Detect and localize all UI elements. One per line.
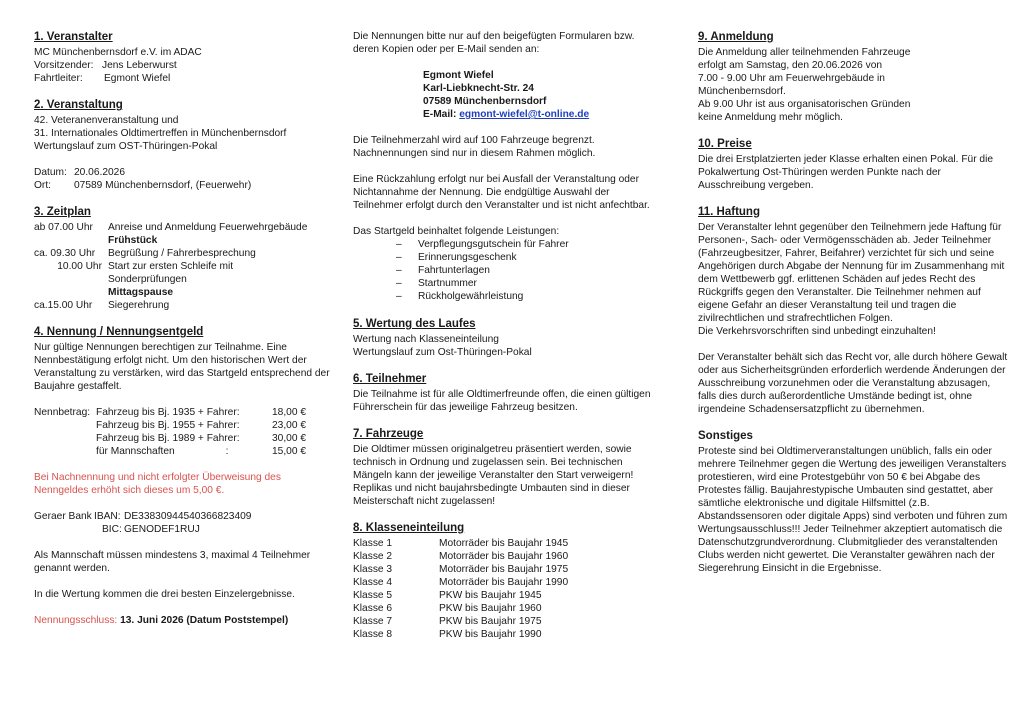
- list-item: – Startnummer: [396, 278, 477, 289]
- submission-intro: Die Nennungen bitte nur auf den beigefügten Formularen bzw. deren Kopien oder per E-Mail senden an:: [353, 31, 635, 55]
- scoring-note: In die Wertung kommen die drei besten Einzelergebnisse.: [34, 589, 295, 600]
- schedule-text: Start zur ersten Schleife mit: [108, 261, 234, 272]
- event-line: Wertungslauf zum OST-Thüringen-Pokal: [34, 141, 218, 152]
- participants-text: Die Teilnahme ist für alle Oldtimerfreunde offen, die einen gültigen Führerschein für das jeweilige Fahrzeug besitzen.: [353, 389, 651, 413]
- scoring-line: Wertung nach Klasseneinteilung: [353, 334, 499, 345]
- section-veranstaltung: [34, 98, 334, 192]
- schedule-item: [34, 247, 334, 260]
- section-title: 10. Preise: [698, 138, 752, 150]
- schedule-item: [34, 234, 334, 247]
- schedule-item: [34, 260, 334, 273]
- fee-desc: Fahrzeug bis Bj. 1955 + Fahrer:: [96, 420, 240, 431]
- section-title: 4. Nennung / Nennungsentgeld: [34, 326, 204, 338]
- schedule-text: Sonderprüfungen: [108, 274, 187, 285]
- list-item: – Verpflegungsgutschein für Fahrer: [396, 239, 569, 250]
- deadline-value: 13. Juni 2026 (Datum Poststempel): [120, 615, 289, 626]
- registration-line: 7.00 - 9.00 Uhr am Feuerwehrgebäude in: [698, 73, 885, 84]
- class-row: Klasse 3 Motorräder bis Baujahr 1975: [353, 564, 569, 575]
- schedule-item: [34, 221, 334, 234]
- schedule-item: [34, 286, 334, 299]
- organizer-name: MC Münchenbernsdorf e.V. im ADAC: [34, 47, 202, 58]
- section-title: 3. Zeitplan: [34, 206, 91, 218]
- team-note: Als Mannschaft müssen mindestens 3, maximal 4 Teilnehmer genannt werden.: [34, 550, 311, 574]
- label: Ort:: [34, 180, 51, 191]
- value: 20.06.2026: [74, 167, 125, 178]
- label: Datum:: [34, 167, 67, 178]
- class-row: Klasse 1 Motorräder bis Baujahr 1945: [353, 538, 569, 549]
- class-row: Klasse 6 PKW bis Baujahr 1960: [353, 603, 542, 614]
- iban-value: DE33830944540366823409: [124, 511, 252, 522]
- fee-label: Nennbetrag:: [34, 407, 91, 418]
- chairman-row: [34, 59, 334, 72]
- refund-policy: Eine Rückzahlung erfolgt nur bei Ausfall der Veranstaltung oder Nichtannahme der Nennung. Die endgültige Auswahl der Teilnehmer erfolgt durch den Veranstalter und ist nicht anfechtbar.: [353, 174, 650, 211]
- deadline-row: [34, 614, 334, 627]
- list-item: – Rückholgewährleistung: [396, 291, 524, 302]
- contact-city: 07589 Münchenbernsdorf: [423, 96, 547, 107]
- fee-row: [34, 406, 334, 419]
- misc-text: Proteste sind bei Oldtimerveranstaltungen unüblich, falls ein oder mehrere Teilnehmer gegen die Wertung des jeweiligen Veranstalters protestieren, wird eine Protestgebühr von 50 € bei Abgabe des Protestes fällig. Baujahrestypische Umbauten sind gestattet, aber sämtliche elektronische und digitale Hilfsmittel (z.B. Abstandssensoren oder digitale Apps) sind verboten und führen zum Wertungsausschluss!!! Jeder Teilnehmer akzeptiert automatisch die Datenschutzgrundverordnung. Clubmitglieder des veranstaltenden Clubs werden nicht gewertet. Die Veranstalter gewähren nach der Siegerehrung Einsicht in die Ergebnisse.: [698, 446, 1008, 574]
- registration-line: Ab 9.00 Uhr ist aus organisatorischen Gründen: [698, 99, 911, 110]
- services-list: [353, 238, 653, 303]
- schedule-item: [34, 299, 334, 312]
- fee-row: [34, 432, 334, 445]
- class-row: Klasse 4 Motorräder bis Baujahr 1990: [353, 577, 569, 588]
- entry-intro: Nur gültige Nennungen berechtigen zur Teilnahme. Eine Nennbestätigung erfolgt nicht. Um den historischen Wert der Veranstaltung zu verstärken, wird das Startgeld entsprechend der Baujahre gestaffelt.: [34, 342, 330, 392]
- iban-label: IBAN:: [94, 511, 121, 522]
- late-entry-notice: Bei Nachnennung und nicht erfolgter Überweisung des Nenngeldes erhöht sich dieses um 5,00 €.: [34, 472, 281, 496]
- class-row: Klasse 2 Motorräder bis Baujahr 1960: [353, 551, 569, 562]
- section-title: 5. Wertung des Laufes: [353, 318, 476, 330]
- column-left: [34, 30, 334, 627]
- section-preise: [698, 137, 1008, 192]
- registration-line: keine Anmeldung mehr möglich.: [698, 112, 843, 123]
- contact-address: [423, 69, 653, 121]
- list-item: – Erinnerungsgeschenk: [396, 252, 517, 263]
- schedule-text: Mittagspause: [108, 287, 174, 298]
- section-veranstalter: [34, 30, 334, 85]
- section-title: 6. Teilnehmer: [353, 373, 427, 385]
- fee-value: 30,00 €: [272, 433, 306, 444]
- section-title: 7. Fahrzeuge: [353, 428, 424, 440]
- section-title: 9. Anmeldung: [698, 31, 774, 43]
- section-title: 8. Klasseneinteilung: [353, 522, 465, 534]
- section-fahrzeuge: [353, 427, 653, 508]
- list-item: – Fahrtunterlagen: [396, 265, 490, 276]
- contact-street: Karl-Liebknecht-Str. 24: [423, 83, 534, 94]
- contact-name: Egmont Wiefel: [423, 70, 494, 81]
- schedule-time: ab 07.00 Uhr: [34, 222, 93, 233]
- schedule-time: [34, 286, 108, 299]
- section-haftung: [698, 205, 1008, 416]
- reservation-text: Der Veranstalter behält sich das Recht vor, alle durch höhere Gewalt oder aus Sicherheitsgründen erforderlich werdende Änderungen der Ausschreibung vorzunehmen oder die Veranstaltung abzusagen, falls dies durch außerordentliche Umstände bedingt ist, ohne irgendeine Schadensersatzpflicht zu übernehmen.: [698, 352, 1008, 415]
- registration-line: erfolgt am Samstag, den 20.06.2026 von: [698, 60, 883, 71]
- schedule-item: [34, 273, 334, 286]
- section-teilnehmer: [353, 372, 653, 414]
- section-title: 11. Haftung: [698, 206, 760, 218]
- event-line: 42. Veteranenveranstaltung und: [34, 115, 179, 126]
- fee-value: 15,00 €: [272, 446, 306, 457]
- race-director-row: [34, 72, 334, 85]
- fee-value: 18,00 €: [272, 407, 306, 418]
- email-label: E-Mail:: [423, 109, 457, 120]
- schedule-text: Frühstück: [108, 235, 158, 246]
- section-title: 2. Veranstaltung: [34, 99, 123, 111]
- section-title: Sonstiges: [698, 430, 753, 442]
- value: 07589 Münchenbernsdorf, (Feuerwehr): [74, 180, 252, 191]
- schedule-time: ca.15.00 Uhr: [34, 300, 93, 311]
- scoring-line: Wertungslauf zum Ost-Thüringen-Pokal: [353, 347, 532, 358]
- schedule-time: ca. 09.30 Uhr: [34, 248, 96, 259]
- label: Fahrtleiter:: [34, 73, 83, 84]
- bic-label: BIC:: [102, 524, 122, 535]
- section-klasseneinteilung: [353, 521, 653, 641]
- bank-name: Geraer Bank: [34, 511, 92, 522]
- fee-desc: Fahrzeug bis Bj. 1935 + Fahrer:: [96, 407, 240, 418]
- location-row: [34, 179, 334, 192]
- prizes-text: Die drei Erstplatzierten jeder Klasse erhalten einen Pokal. Für die Pokalwertung Ost-Thüringen werden Punkte nach der Ausschreibung vergeben.: [698, 154, 994, 191]
- section-title: 1. Veranstalter: [34, 31, 113, 43]
- schedule-text: Siegerehrung: [108, 300, 170, 311]
- value: Egmont Wiefel: [104, 73, 171, 84]
- section-sonstiges: [698, 429, 1008, 575]
- fee-desc: für Mannschaften :: [96, 446, 229, 457]
- section-zeitplan: [34, 205, 334, 312]
- schedule-text: Anreise und Anmeldung Feuerwehrgebäude: [108, 222, 308, 233]
- traffic-rules-text: Die Verkehrsvorschriften sind unbedingt einzuhalten!: [698, 326, 936, 337]
- services-intro: Das Startgeld beinhaltet folgende Leistungen:: [353, 226, 560, 237]
- registration-line: Münchenbernsdorf.: [698, 86, 786, 97]
- fee-desc: Fahrzeug bis Bj. 1989 + Fahrer:: [96, 433, 240, 444]
- date-row: [34, 166, 334, 179]
- deadline-label: Nennungsschluss:: [34, 615, 118, 626]
- value: Jens Leberwurst: [102, 60, 177, 71]
- fee-value: 23,00 €: [272, 420, 306, 431]
- liability-text: Der Veranstalter lehnt gegenüber den Teilnehmern jede Haftung für Personen-, Sach- oder Vermögensschäden ab. Jeder Teilnehmer (Fahrzeugbesitzer, Fahrer, Beifahrer) verzichtet für sich und seine Angehörigen durch Abgabe der Nennung für im Zusammenhang mit dem Wettbewerb ggf. erlittenen Schäden auf jedes Recht des Rückgriffs gegen den Veranstalter. Die Teilnehmer nehmen auf eigene Gefahr an dieser Veranstaltung teil und tragen die zivilrechtlichen und strafrechtlichen Folgen.: [698, 222, 1005, 324]
- class-row: Klasse 8 PKW bis Baujahr 1990: [353, 629, 542, 640]
- vehicles-text: Die Oldtimer müssen originalgetreu präsentiert werden, sowie technisch in Ordnung und zugelassen sein. Bei technischen Mängeln kann der jeweilige Veranstalter den Start verweigern! Replikas und nicht baujahrsbedingte Umbauten sind in dieser Meisterschaft nicht zugelassen!: [353, 444, 634, 507]
- schedule-time: 10.00 Uhr: [57, 261, 102, 272]
- fee-row: [34, 419, 334, 432]
- section-anmeldung: [698, 30, 1008, 124]
- schedule-text: Begrüßung / Fahrerbesprechung: [108, 248, 256, 259]
- iban-row: [34, 510, 334, 523]
- fee-row: [34, 445, 334, 458]
- email-link[interactable]: egmont-wiefel@t-online.de: [459, 109, 590, 120]
- column-middle: [353, 30, 653, 641]
- bic-value: GENODEF1RUJ: [124, 524, 200, 535]
- column-right: [698, 30, 1008, 575]
- class-row: Klasse 5 PKW bis Baujahr 1945: [353, 590, 542, 601]
- section-nennung: [34, 325, 334, 627]
- registration-line: Die Anmeldung aller teilnehmenden Fahrzeuge: [698, 47, 911, 58]
- event-line: 31. Internationales Oldtimertreffen in Münchenbernsdorf: [34, 128, 287, 139]
- schedule-time: [34, 273, 108, 286]
- label: Vorsitzender:: [34, 60, 94, 71]
- bic-row: [34, 523, 334, 536]
- contact-email-row: [423, 108, 653, 121]
- schedule-time: [34, 234, 108, 247]
- class-row: Klasse 7 PKW bis Baujahr 1975: [353, 616, 542, 627]
- participant-limit: Die Teilnehmerzahl wird auf 100 Fahrzeuge begrenzt. Nachnennungen sind nur in diesem Rahmen möglich.: [353, 135, 596, 159]
- section-wertung: [353, 317, 653, 359]
